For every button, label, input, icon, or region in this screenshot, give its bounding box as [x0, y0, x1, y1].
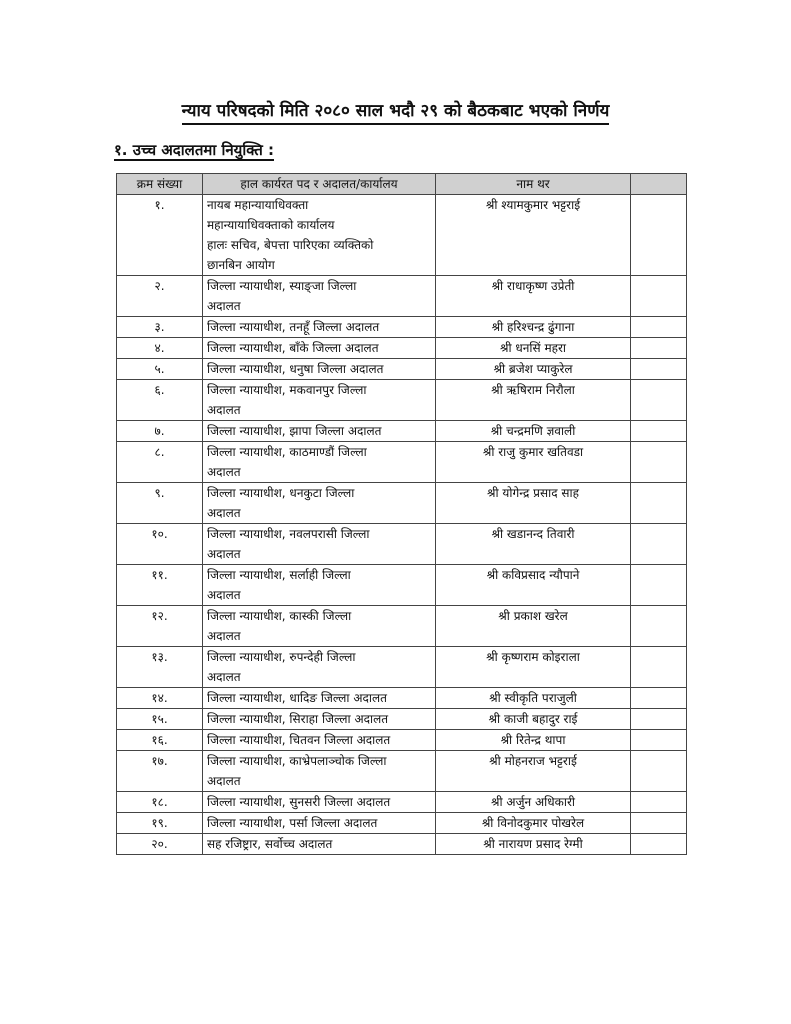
blank-cell	[631, 792, 687, 813]
table-row	[117, 359, 687, 380]
serial-cell: १६.	[117, 730, 203, 751]
serial-cell: ५.	[117, 359, 203, 380]
table-row	[117, 421, 687, 442]
blank-cell	[631, 565, 687, 606]
table-row	[117, 483, 687, 524]
post-cell	[203, 524, 436, 565]
table-row	[117, 276, 687, 317]
post-line: छानबिन आयोग	[207, 258, 275, 272]
serial-cell: २०.	[117, 834, 203, 855]
post-line: जिल्ला न्यायाधीश, झापा जिल्ला अदालत	[207, 424, 382, 438]
section-heading-text: १. उच्च अदालतमा नियुक्ति :	[114, 141, 275, 159]
post-cell	[203, 751, 436, 792]
post-line: जिल्ला न्यायाधीश, धनकुटा जिल्ला	[207, 486, 355, 500]
table-row	[117, 606, 687, 647]
name-cell: श्री चन्द्रमणि ज्ञवाली	[436, 421, 631, 442]
post-line: जिल्ला न्यायाधीश, कास्की जिल्ला	[207, 609, 352, 623]
serial-cell: ४.	[117, 338, 203, 359]
post-line: जिल्ला न्यायाधीश, धनुषा जिल्ला अदालत	[207, 362, 384, 376]
serial-cell: १.	[117, 195, 203, 276]
post-cell	[203, 276, 436, 317]
name-cell: श्री राजु कुमार खतिवडा	[436, 442, 631, 483]
post-cell	[203, 195, 436, 276]
post-cell	[203, 647, 436, 688]
appointments-table	[116, 173, 687, 855]
blank-cell	[631, 380, 687, 421]
table-row	[117, 565, 687, 606]
post-line: अदालत	[207, 588, 241, 602]
serial-cell: १४.	[117, 688, 203, 709]
post-line: जिल्ला न्यायाधीश, सिराहा जिल्ला अदालत	[207, 712, 389, 726]
name-cell: श्री खडानन्द तिवारी	[436, 524, 631, 565]
serial-cell: १२.	[117, 606, 203, 647]
table-row	[117, 751, 687, 792]
serial-cell: १७.	[117, 751, 203, 792]
table-row	[117, 709, 687, 730]
table-row	[117, 813, 687, 834]
table-row	[117, 730, 687, 751]
name-cell: श्री श्यामकुमार भट्टराई	[436, 195, 631, 276]
post-line: जिल्ला न्यायाधीश, चितवन जिल्ला अदालत	[207, 733, 391, 747]
post-cell	[203, 338, 436, 359]
post-line: अदालत	[207, 629, 241, 643]
post-line: जिल्ला न्यायाधीश, सुनसरी जिल्ला अदालत	[207, 795, 391, 809]
post-line: नायब महान्यायाधिवक्ता	[207, 198, 309, 212]
name-cell: श्री ऋषिराम निरौला	[436, 380, 631, 421]
post-line: जिल्ला न्यायाधीश, काठमाण्डौं जिल्ला	[207, 445, 367, 459]
post-line: महान्यायाधिवक्ताको कार्यालय	[207, 218, 335, 232]
post-cell	[203, 834, 436, 855]
post-line: जिल्ला न्यायाधीश, सर्लाही जिल्ला	[207, 568, 351, 582]
blank-cell	[631, 483, 687, 524]
blank-cell	[631, 751, 687, 792]
post-cell	[203, 606, 436, 647]
name-cell: श्री मोहनराज भट्टराई	[436, 751, 631, 792]
header-serial: क्रम संख्या	[117, 174, 203, 195]
post-cell	[203, 688, 436, 709]
blank-cell	[631, 317, 687, 338]
blank-cell	[631, 195, 687, 276]
table-row	[117, 338, 687, 359]
table-row	[117, 524, 687, 565]
blank-cell	[631, 606, 687, 647]
table-row	[117, 688, 687, 709]
blank-cell	[631, 730, 687, 751]
blank-cell	[631, 421, 687, 442]
post-line: जिल्ला न्यायाधीश, धादिङ जिल्ला अदालत	[207, 691, 387, 705]
post-cell	[203, 380, 436, 421]
header-blank	[631, 174, 687, 195]
post-cell	[203, 792, 436, 813]
serial-cell: २.	[117, 276, 203, 317]
table-row	[117, 380, 687, 421]
post-line: अदालत	[207, 299, 241, 313]
post-line: अदालत	[207, 774, 241, 788]
table-row	[117, 647, 687, 688]
table-body	[117, 195, 687, 855]
post-line: अदालत	[207, 670, 241, 684]
blank-cell	[631, 688, 687, 709]
post-line: जिल्ला न्यायाधीश, मकवानपुर जिल्ला	[207, 383, 367, 397]
post-line: हालः सचिव, बेपत्ता पारिएका व्यक्तिको	[207, 238, 374, 252]
post-line: जिल्ला न्यायाधीश, रुपन्देही जिल्ला	[207, 650, 356, 664]
blank-cell	[631, 524, 687, 565]
post-line: अदालत	[207, 465, 241, 479]
name-cell: श्री काजी बहादुर राई	[436, 709, 631, 730]
serial-cell: ९.	[117, 483, 203, 524]
post-line: जिल्ला न्यायाधीश, नवलपरासी जिल्ला	[207, 527, 370, 541]
blank-cell	[631, 359, 687, 380]
name-cell: श्री धनसिं महरा	[436, 338, 631, 359]
serial-cell: ३.	[117, 317, 203, 338]
post-cell	[203, 421, 436, 442]
post-line: जिल्ला न्यायाधीश, तनहूँ जिल्ला अदालत	[207, 320, 380, 334]
serial-cell: ७.	[117, 421, 203, 442]
serial-cell: १५.	[117, 709, 203, 730]
post-cell	[203, 813, 436, 834]
blank-cell	[631, 813, 687, 834]
name-cell: श्री कृष्णराम कोइराला	[436, 647, 631, 688]
post-line: सह रजिष्ट्रार, सर्वोच्च अदालत	[207, 837, 333, 851]
name-cell: श्री नारायण प्रसाद रेग्मी	[436, 834, 631, 855]
serial-cell: १९.	[117, 813, 203, 834]
post-line: जिल्ला न्यायाधीश, पर्सा जिल्ला अदालत	[207, 816, 378, 830]
blank-cell	[631, 442, 687, 483]
name-cell: श्री योगेन्द्र प्रसाद साह	[436, 483, 631, 524]
name-cell: श्री अर्जुन अधिकारी	[436, 792, 631, 813]
table-row	[117, 195, 687, 276]
post-cell	[203, 709, 436, 730]
blank-cell	[631, 338, 687, 359]
table-header-row	[117, 174, 687, 195]
post-line: जिल्ला न्यायाधीश, स्याङ्जा जिल्ला	[207, 279, 357, 293]
blank-cell	[631, 834, 687, 855]
name-cell: श्री विनोदकुमार पोखरेल	[436, 813, 631, 834]
serial-cell: ६.	[117, 380, 203, 421]
serial-cell: १८.	[117, 792, 203, 813]
post-cell	[203, 359, 436, 380]
blank-cell	[631, 647, 687, 688]
name-cell: श्री स्वीकृति पराजुली	[436, 688, 631, 709]
post-line: अदालत	[207, 547, 241, 561]
post-cell	[203, 442, 436, 483]
post-cell	[203, 317, 436, 338]
blank-cell	[631, 276, 687, 317]
name-cell: श्री हरिश्चन्द्र ढुंगाना	[436, 317, 631, 338]
post-cell	[203, 483, 436, 524]
page-title	[0, 98, 791, 121]
page-title-text: न्याय परिषदको मिति २०८० साल भदौ २९ को बैठकबाट भएको निर्णय	[182, 101, 610, 125]
post-line: अदालत	[207, 506, 241, 520]
section-heading	[114, 140, 274, 160]
name-cell: श्री प्रकाश खरेल	[436, 606, 631, 647]
serial-cell: १०.	[117, 524, 203, 565]
post-line: जिल्ला न्यायाधीश, काभ्रेपलाञ्चोक जिल्ला	[207, 754, 387, 768]
name-cell: श्री रितेन्द्र थापा	[436, 730, 631, 751]
serial-cell: ११.	[117, 565, 203, 606]
serial-cell: ८.	[117, 442, 203, 483]
table-row	[117, 792, 687, 813]
post-line: अदालत	[207, 403, 241, 417]
header-post: हाल कार्यरत पद र अदालत/कार्यालय	[203, 174, 436, 195]
table-row	[117, 317, 687, 338]
header-name: नाम थर	[436, 174, 631, 195]
name-cell: श्री राधाकृष्ण उप्रेती	[436, 276, 631, 317]
name-cell: श्री कविप्रसाद न्यौपाने	[436, 565, 631, 606]
table-row	[117, 442, 687, 483]
name-cell: श्री ब्रजेश प्याकुरेल	[436, 359, 631, 380]
serial-cell: १३.	[117, 647, 203, 688]
post-cell	[203, 565, 436, 606]
table-row	[117, 834, 687, 855]
post-line: जिल्ला न्यायाधीश, बाँके जिल्ला अदालत	[207, 341, 379, 355]
blank-cell	[631, 709, 687, 730]
post-cell	[203, 730, 436, 751]
